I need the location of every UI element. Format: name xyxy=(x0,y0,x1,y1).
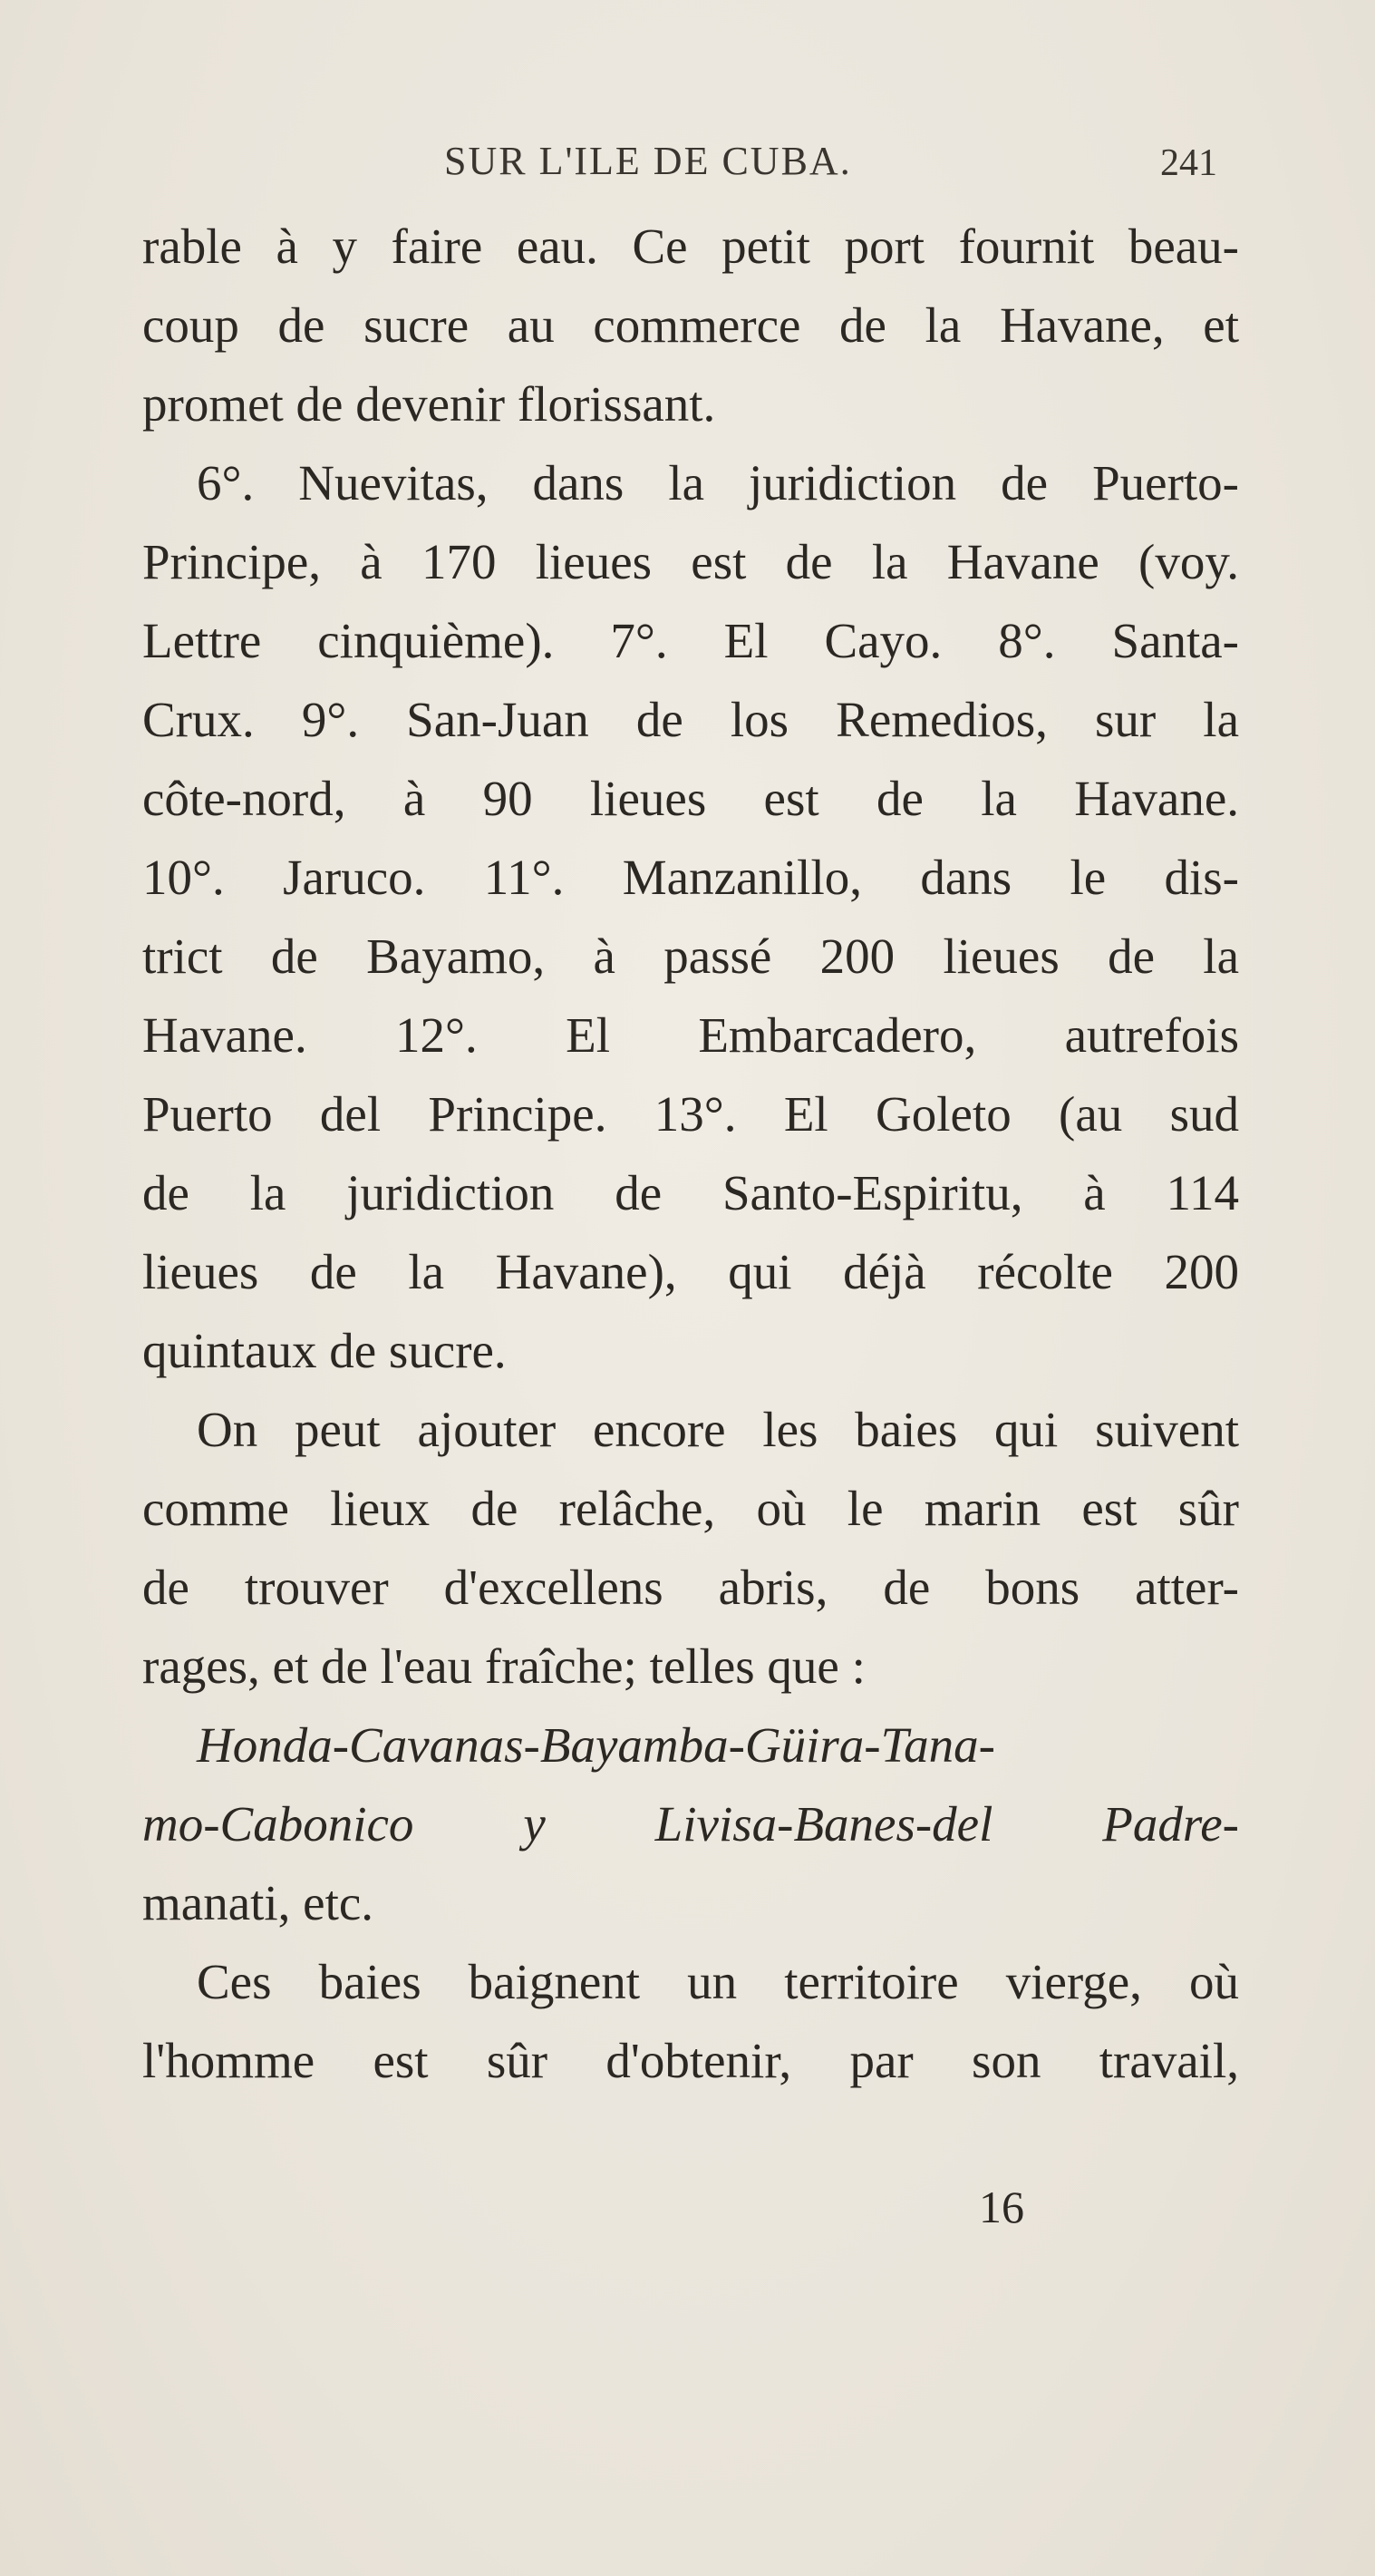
signature-mark: 16 xyxy=(979,2182,1024,2232)
text-line: mo-Cabonico y Livisa-Banes-del Padre- xyxy=(142,1796,1239,1852)
text-line: côte-nord, à 90 lieues est de la Havane. xyxy=(142,771,1239,826)
text-line: de la juridiction de Santo-Espiritu, à 114 xyxy=(142,1165,1239,1220)
text-line: Honda-Cavanas-Bayamba-Güira-Tana- xyxy=(197,1717,995,1773)
text-line: quintaux de sucre. xyxy=(142,1323,507,1378)
text-line: Crux. 9°. San-Juan de los Remedios, sur la xyxy=(142,692,1239,747)
body-text xyxy=(142,207,1239,2100)
page-header xyxy=(0,138,1375,192)
text-line: de trouver d'excellens abris, de bons atter- xyxy=(142,1560,1239,1615)
text-line: Ces baies baignent un territoire vierge, où xyxy=(197,1954,1239,2009)
text-line: 10°. Jaruco. 11°. Manzanillo, dans le dis- xyxy=(142,850,1239,905)
text-line: comme lieux de relâche, où le marin est sûr xyxy=(142,1481,1239,1536)
text-line: rages, et de l'eau fraîche; telles que : xyxy=(142,1638,866,1694)
text-line: manati, etc. xyxy=(142,1875,374,1930)
text-line: coup de sucre au commerce de la Havane, et xyxy=(142,297,1239,353)
text-line: Puerto del Principe. 13°. El Goleto (au sud xyxy=(142,1086,1239,1142)
running-head: SUR L'ILE DE CUBA. xyxy=(444,139,852,183)
text-line: Havane. 12°. El Embarcadero, autrefois xyxy=(142,1007,1239,1063)
page-number: 241 xyxy=(1160,142,1217,184)
text-line: promet de devenir florissant. xyxy=(142,376,716,432)
text-line: 6°. Nuevitas, dans la juridiction de Puerto- xyxy=(197,455,1239,510)
text-line: Principe, à 170 lieues est de la Havane (voy. xyxy=(142,534,1239,589)
text-line: lieues de la Havane), qui déjà récolte 200 xyxy=(142,1244,1239,1299)
text-line: On peut ajouter encore les baies qui suivent xyxy=(197,1402,1239,1457)
text-line: Lettre cinquième). 7°. El Cayo. 8°. Santa- xyxy=(142,613,1239,668)
text-line: rable à y faire eau. Ce petit port fournit beau- xyxy=(142,219,1239,274)
text-line: trict de Bayamo, à passé 200 lieues de la xyxy=(142,928,1239,984)
text-line: l'homme est sûr d'obtenir, par son travail, xyxy=(142,2033,1239,2088)
